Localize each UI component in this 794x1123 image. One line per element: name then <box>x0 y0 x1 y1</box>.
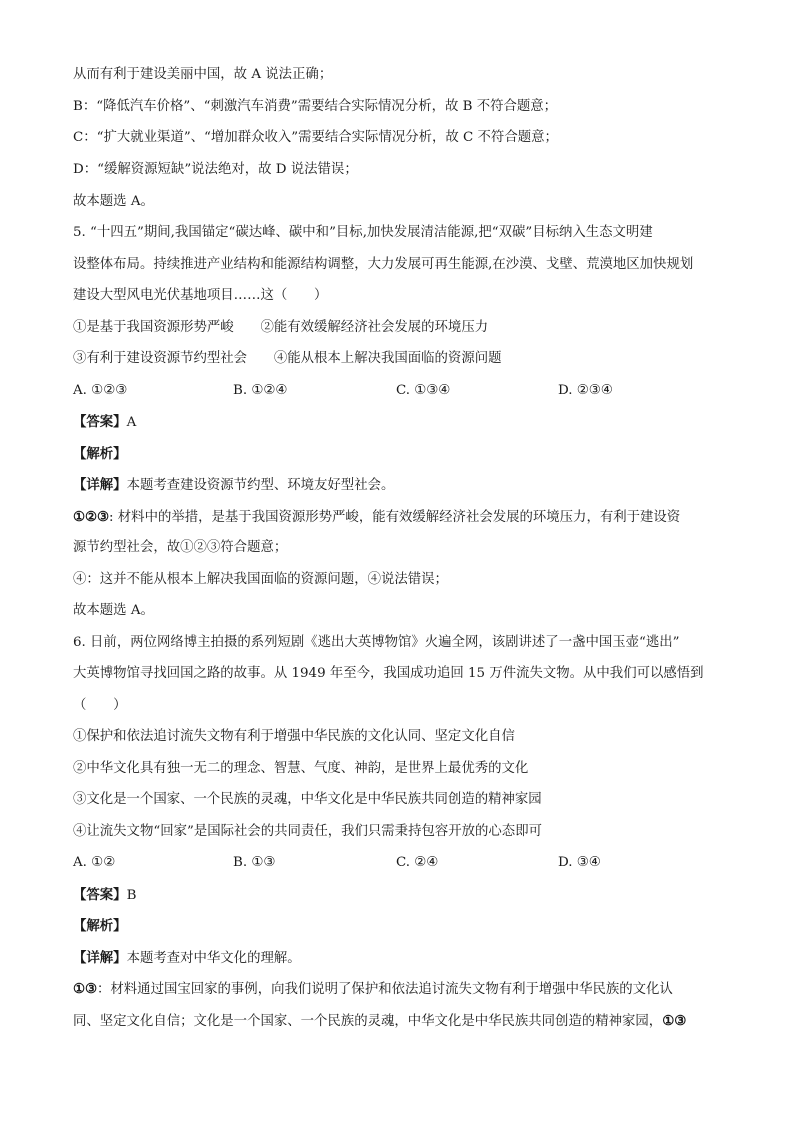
text-line: 故本题选 A。 <box>73 194 154 209</box>
question-6-option-d: D. ③④ <box>558 855 601 870</box>
detail-text: 本题考查对中华文化的理解。 <box>126 951 301 966</box>
detail-tag: 【详解】 <box>73 477 127 493</box>
question-5-stem: 5. “十四五”期间,我国锚定“碳达峰、碳中和”目标,加快发展清洁能源,把“双碳”目标纳入生态文明建 <box>73 225 653 240</box>
question-5-item: ①是基于我国资源形势严峻 ②能有效缓解经济社会发展的环境压力 <box>73 320 489 335</box>
question-6-option-a: A. ①② <box>73 855 116 870</box>
explanation-text: 同、坚定文化自信；文化是一个国家、一个民族的灵魂，中华文化是中华民族共同创造的精神家园， <box>73 1014 663 1029</box>
question-5-explanation <box>73 508 680 527</box>
explanation-tail: ①③ <box>662 1013 687 1029</box>
answer-value: B <box>126 888 137 903</box>
detail-tag: 【详解】 <box>73 950 127 966</box>
explanation-head: ①③ <box>73 981 98 997</box>
text-line: B：“降低汽车价格”、“刺激汽车消费”需要结合实际情况分析，故 B 不符合题意； <box>73 99 558 114</box>
text-line: 从而有利于建设美丽中国，故 A 说法正确； <box>73 67 333 82</box>
question-5-stem: 设整体布局。持续推进产业结构和能源结构调整，大力发展可再生能源,在沙漠、戈壁、荒漠地区加快规划 <box>73 257 694 272</box>
question-6-item: ④让流失文物“回家”是国际社会的共同责任，我们只需秉持包容开放的心态即可 <box>73 824 542 839</box>
question-5-stem: 建设大型风电光伏基地项目……这（ ） <box>73 288 328 303</box>
question-6-option-c: C. ②④ <box>396 855 439 870</box>
question-6-answer <box>73 886 136 905</box>
explanation-text: ：材料通过国宝回家的事例，向我们说明了保护和依法追讨流失文物有利于增强中华民族的文化认 <box>97 982 673 997</box>
question-5-option-c: C. ①③④ <box>396 383 451 398</box>
answer-value: A <box>126 415 137 430</box>
question-6-option-b: B. ①③ <box>233 855 276 870</box>
question-5-item: ③有利于建设资源节约型社会 ④能从根本上解决我国面临的资源问题 <box>73 351 502 366</box>
question-6-item: ②中华文化具有独一无二的理念、智慧、气度、神韵，是世界上最优秀的文化 <box>73 761 529 776</box>
question-5-conclusion: 故本题选 A。 <box>73 603 154 618</box>
question-5-explanation: 源节约型社会，故①②③符合题意； <box>73 540 288 555</box>
question-5-option-b: B. ①②④ <box>233 383 288 398</box>
explanation-text: : 材料中的举措，是基于我国资源形势严峻，能有效缓解经济社会发展的环境压力，有利于建设资 <box>109 510 681 525</box>
question-6-stem: 6. 日前，两位网络博主拍摄的系列短剧《逃出大英博物馆》火遍全网，该剧讲述了一盏中国玉壶“逃出” <box>73 635 680 650</box>
explanation-head: ①②③ <box>73 509 110 525</box>
question-6-stem: 大英博物馆寻找回国之路的故事。从 1949 年至今，我国成功追回 15 万件流失文物。从中我们可以感悟到 <box>73 666 704 681</box>
question-5-answer <box>73 413 136 432</box>
text-line: C：“扩大就业渠道”、“增加群众收入”需要结合实际情况分析，故 C 不符合题意； <box>73 130 558 145</box>
question-5-option-a: A. ①②③ <box>73 383 128 398</box>
question-6-detail <box>73 949 301 968</box>
question-5-analysis-tag: 【解析】 <box>73 446 127 462</box>
question-6-explanation <box>73 1012 686 1031</box>
question-6-stem: （ ） <box>73 698 127 713</box>
answer-tag: 【答案】 <box>73 414 127 430</box>
question-6-item: ③文化是一个国家、一个民族的灵魂，中华文化是中华民族共同创造的精神家园 <box>73 792 542 807</box>
question-5-option-d: D. ②③④ <box>558 383 613 398</box>
question-6-analysis-tag: 【解析】 <box>73 918 127 934</box>
detail-text: 本题考查建设资源节约型、环境友好型社会。 <box>126 478 395 493</box>
answer-tag: 【答案】 <box>73 887 127 903</box>
question-5-explanation: ④：这并不能从根本上解决我国面临的资源问题，④说法错误； <box>73 572 448 587</box>
question-6-item: ①保护和依法追讨流失文物有利于增强中华民族的文化认同、坚定文化自信 <box>73 729 515 744</box>
question-5-detail <box>73 476 394 495</box>
question-6-explanation <box>73 980 673 999</box>
text-line: D：“缓解资源短缺”说法绝对，故 D 说法错误； <box>73 162 358 177</box>
